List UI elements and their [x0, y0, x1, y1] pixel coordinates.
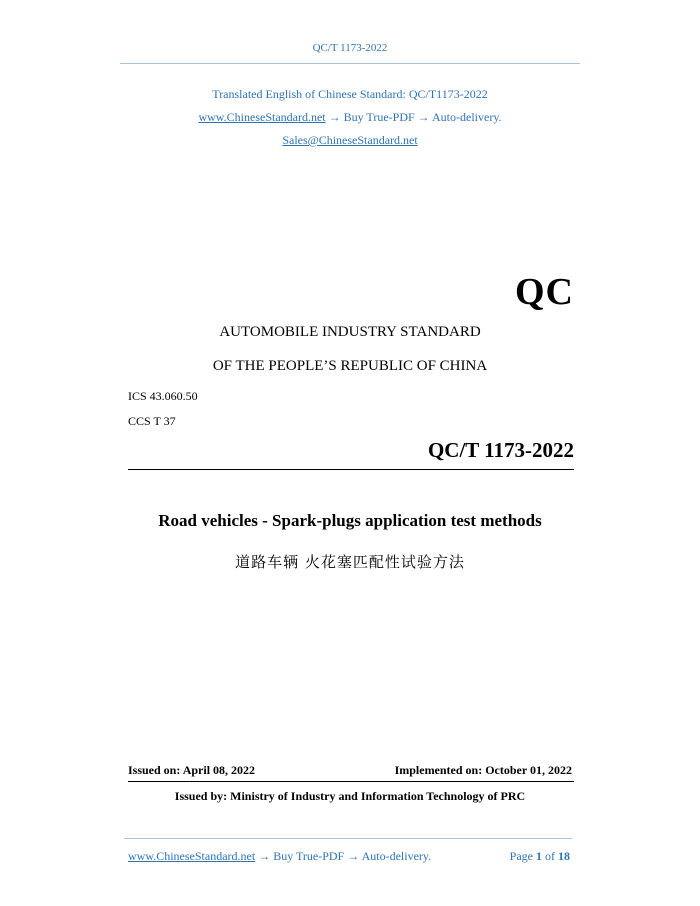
arrow-right-icon: → — [347, 849, 360, 863]
buy-pdf-text: Buy True-PDF — [343, 110, 415, 124]
ccs-code: CCS T 37 — [128, 414, 176, 428]
issue-divider — [128, 781, 574, 782]
standard-category-line2: OF THE PEOPLE’S REPUBLIC OF CHINA — [212, 358, 488, 374]
site-link[interactable]: www.ChineseStandard.net — [198, 110, 326, 124]
footer-site-link[interactable]: www.ChineseStandard.net — [128, 849, 256, 863]
header-divider — [120, 63, 580, 64]
arrow-right-icon: → — [328, 110, 341, 124]
ics-code: ICS 43.060.50 — [128, 389, 198, 403]
translation-notice: Translated English of Chinese Standard: QC/T1173-2022 — [212, 87, 488, 101]
footer-divider — [124, 838, 572, 839]
purchase-line — [0, 110, 700, 125]
page-of-label: of — [545, 849, 555, 863]
page-total: 18 — [558, 849, 570, 863]
page-label: Page — [509, 849, 533, 863]
issuing-authority: Issued by: Ministry of Industry and Information Technology of PRC — [174, 789, 526, 803]
header-standard-code: QC/T 1173-2022 — [312, 42, 388, 54]
auto-delivery-text: Auto-delivery. — [432, 110, 502, 124]
arrow-right-icon: → — [258, 849, 271, 863]
arrow-right-icon: → — [417, 110, 430, 124]
standard-category-line1: AUTOMOBILE INDUSTRY STANDARD — [219, 324, 481, 340]
implemented-on-date: Implemented on: October 01, 2022 — [394, 763, 572, 777]
page-indicator — [510, 849, 570, 864]
page-current: 1 — [536, 849, 542, 863]
footer-auto-delivery-text: Auto-delivery. — [361, 849, 432, 863]
issued-on-date: Issued on: April 08, 2022 — [128, 763, 256, 777]
footer-purchase-line — [128, 849, 431, 864]
standard-mark: QC — [515, 271, 574, 313]
document-title-chinese: 道路车辆 火花塞匹配性试验方法 — [235, 553, 465, 571]
sales-email-link[interactable]: Sales@ChineseStandard.net — [282, 133, 418, 147]
standard-number: QC/T 1173-2022 — [427, 438, 574, 462]
title-divider — [128, 469, 574, 470]
document-title-english: Road vehicles - Spark-plugs application test methods — [158, 511, 542, 530]
footer-buy-pdf-text: Buy True-PDF — [273, 849, 345, 863]
